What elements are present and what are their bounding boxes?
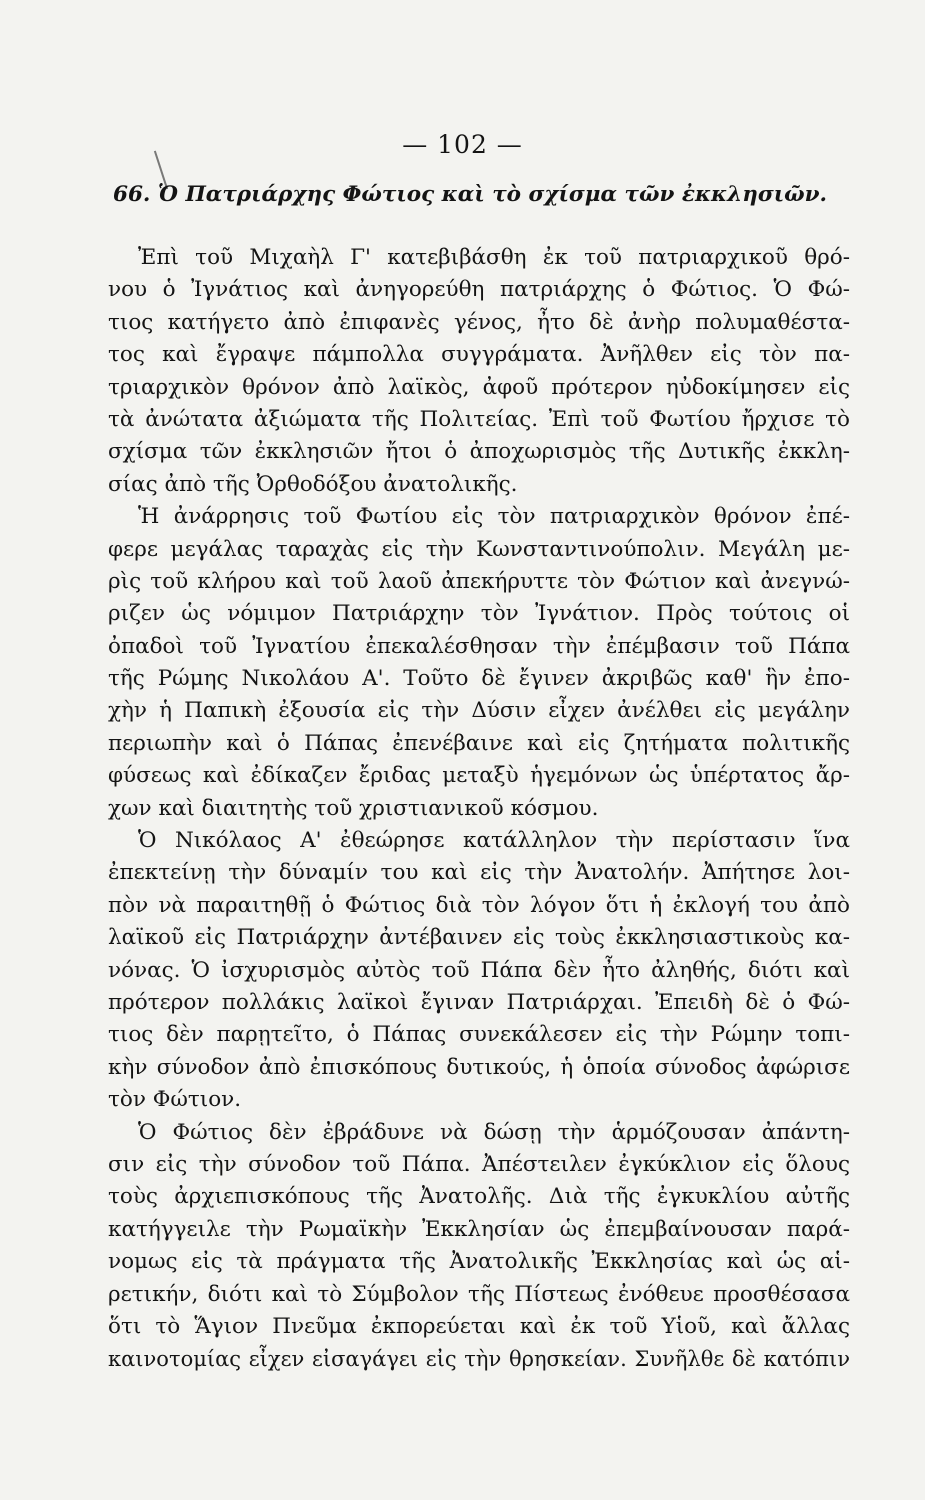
text-line: τῆς Ρώμης Νικολάου Α'. Τοῦτο δὲ ἔγινεν ἀκριβῶς καθ' ἣν ἐπο- <box>108 666 850 692</box>
text-line: νομως εἰς τὰ πράγματα τῆς Ἀνατολικῆς Ἐκκλησίας καὶ ὡς αἱ- <box>108 1249 850 1275</box>
text-line: πρότερον πολλάκις λαϊκοὶ ἔγιναν Πατριάρχαι. Ἐπειδὴ δὲ ὁ Φώ- <box>108 989 850 1015</box>
text-line: κὴν σύνοδον ἀπὸ ἐπισκόπους δυτικούς, ἡ ὁποία σύνοδος ἀφώρισε <box>108 1054 850 1080</box>
text-line: τος καὶ ἔγραψε πάμπολλα συγγράματα. Ἀνῆλθεν εἰς τὸν πα- <box>108 342 850 368</box>
text-line: περιωπὴν καὶ ὁ Πάπας ἐπενέβαινε καὶ εἰς ζητήματα πολιτικῆς <box>108 730 850 756</box>
text-line: καινοτομίας εἶχεν εἰσαγάγει εἰς τὴν θρησκείαν. Συνῆλθε δὲ κατόπιν <box>108 1347 850 1372</box>
text-line: τὸν Φώτιον. <box>108 1087 242 1113</box>
text-line: ρετικήν, διότι καὶ τὸ Σύμβολον τῆς Πίστεως ἐνόθευε προσθέσασα <box>108 1281 850 1307</box>
text-line: τιος δὲν παρῃτεῖτο, ὁ Πάπας συνεκάλεσεν εἰς τὴν Ρώμην τοπι- <box>108 1022 850 1048</box>
text-line: τὰ ἀνώτατα ἀξιώματα τῆς Πολιτείας. Ἐπὶ τοῦ Φωτίου ἤρχισε τὸ <box>108 406 850 432</box>
text-line: νου ὁ Ἰγνάτιος καὶ ἀνηγορεύθη πατριάρχης ὁ Φώτιος. Ὁ Φώ- <box>108 277 850 303</box>
text-line: ὅτι τὸ Ἅγιον Πνεῦμα ἐκπορεύεται καὶ ἐκ τοῦ Υἱοῦ, καὶ ἄλλας <box>108 1313 850 1339</box>
text-line: λαϊκοῦ εἰς Πατριάρχην ἀντέβαινεν εἰς τοὺς ἐκκλησιαστικοὺς κα- <box>108 925 850 951</box>
text-line: Ἡ ἀνάρρησις τοῦ Φωτίου εἰς τὸν πατριαρχικὸν θρόνον ἐπέ- <box>138 504 850 530</box>
text-line: ἐπεκτείνῃ τὴν δύναμίν του καὶ εἰς τὴν Ἀνατολήν. Ἀπήτησε λοι- <box>108 860 850 886</box>
text-line: τοὺς ἀρχιεπισκόπους τῆς Ἀνατολῆς. Διὰ τῆς ἐγκυκλίου αὐτῆς <box>108 1184 850 1210</box>
text-line: χὴν ἡ Παπικὴ ἐξουσία εἰς τὴν Δύσιν εἶχεν ἀνέλθει εἰς μεγάλην <box>108 698 850 724</box>
text-line: τιος κατήγετο ἀπὸ ἐπιφανὲς γένος, ἦτο δὲ ἀνὴρ πολυμαθέστα- <box>108 309 850 335</box>
text-line: σχίσμα τῶν ἐκκλησιῶν ἤτοι ὁ ἀποχωρισμὸς τῆς Δυτικῆς ἐκκλη- <box>108 439 850 465</box>
text-line: πὸν νὰ παραιτηθῇ ὁ Φώτιος διὰ τὸν λόγον ὅτι ἡ ἐκλογή του ἀπὸ <box>108 892 850 918</box>
text-line: ὀπαδοὶ τοῦ Ἰγνατίου ἐπεκαλέσθησαν τὴν ἐπέμβασιν τοῦ Πάπα <box>108 633 850 659</box>
text-line: φερε μεγάλας ταραχὰς εἰς τὴν Κωνσταντινούπολιν. Μεγάλη με- <box>108 536 850 562</box>
text-line: νόνας. Ὁ ἰσχυρισμὸς αὐτὸς τοῦ Πάπα δὲν ἦτο ἀληθής, διότι καὶ <box>108 957 850 983</box>
text-line: τριαρχικὸν θρόνον ἀπὸ λαϊκὸς, ἀφοῦ πρότερον ηὐδοκίμησεν εἰς <box>108 374 850 400</box>
page-number: — 102 — <box>402 130 523 159</box>
text-line: κατήγγειλε τὴν Ρωμαϊκὴν Ἐκκλησίαν ὡς ἐπεμβαίνουσαν παρά- <box>108 1216 850 1242</box>
text-line: χων καὶ διαιτητὴς τοῦ χριστιανικοῦ κόσμου. <box>108 795 599 821</box>
text-line: Ἐπὶ τοῦ Μιχαὴλ Γ' κατεβιβάσθη ἐκ τοῦ πατριαρχικοῦ θρό- <box>138 245 850 270</box>
section-heading: 66. Ὁ Πατριάρχης Φώτιος καὶ τὸ σχίσμα τῶν ἐκκλησιῶν. <box>113 182 828 207</box>
text-line: Ὁ Φώτιος δὲν ἐβράδυνε νὰ δώσῃ τὴν ἁρμόζουσαν ἀπάντη- <box>138 1119 850 1145</box>
text-line: σιν εἰς τὴν σύνοδον τοῦ Πάπα. Ἀπέστειλεν ἐγκύκλιον εἰς ὅλους <box>108 1151 850 1177</box>
text-line: σίας ἀπὸ τῆς Ὀρθοδόξου ἀνατολικῆς. <box>108 471 518 497</box>
text-line: ρὶς τοῦ κλήρου καὶ τοῦ λαοῦ ἀπεκήρυττε τὸν Φώτιον καὶ ἀνεγνώ- <box>108 568 850 594</box>
body-text <box>108 242 850 1376</box>
text-line: Ὁ Νικόλαος Α' ἐθεώρησε κατάλληλον τὴν περίστασιν ἵνα <box>138 828 850 854</box>
text-line: ριζεν ὡς νόμιμον Πατριάρχην τὸν Ἰγνάτιον. Πρὸς τούτοις οἱ <box>108 601 850 627</box>
text-line: φύσεως καὶ ἐδίκαζεν ἔριδας μεταξὺ ἡγεμόνων ὡς ὑπέρτατος ἄρ- <box>108 763 850 789</box>
